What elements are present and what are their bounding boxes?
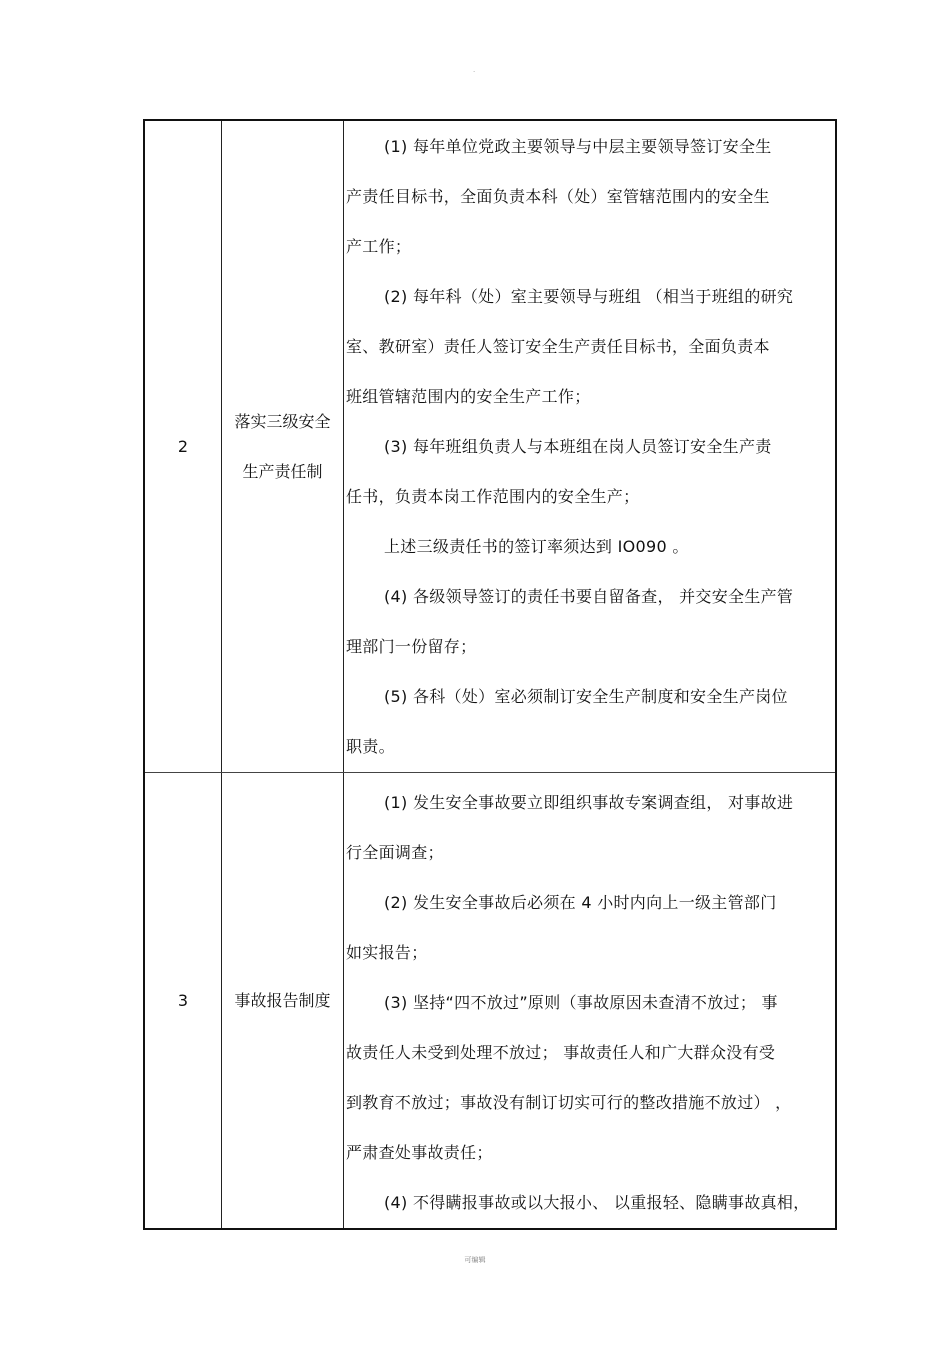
description-line: 班组管辖范围内的安全生产工作；: [346, 387, 591, 406]
description-lines: [344, 773, 835, 1228]
description-line: 如实报告；: [346, 943, 428, 962]
description-line: (4) 各级领导签订的责任书要自留备查， 并交安全生产管: [384, 587, 794, 606]
description-line: 职责。: [346, 737, 395, 756]
row-title-line: 事故报告制度: [234, 990, 331, 1010]
footer-label: 可编辑: [464, 1256, 486, 1264]
description-lines: [344, 121, 835, 772]
description-line: 严肃查处事故责任；: [346, 1143, 493, 1162]
table-row: [144, 773, 836, 1230]
description-line: (1) 每年单位党政主要领导与中层主要领导签订安全生: [384, 137, 772, 156]
description-line: 上述三级责任书的签订率须达到 IO090 。: [384, 537, 689, 556]
description-line: (2) 发生安全事故后必须在 4 小时内向上一级主管部门: [384, 893, 777, 912]
row-title: [224, 397, 342, 497]
description-line: 行全面调查；: [346, 843, 444, 862]
description-line: 产责任目标书，全面负责本科（处）室管辖范围内的安全生: [346, 187, 770, 206]
row-description: [344, 120, 837, 773]
description-line: 故责任人未受到处理不放过； 事故责任人和广大群众没有受: [346, 1043, 776, 1062]
description-line: (3) 坚持“四不放过”原则（事故原因未查清不放过； 事: [384, 993, 778, 1012]
description-line: 理部门一份留存；: [346, 637, 477, 656]
description-line: 室、教研室）责任人签订安全生产责任目标书，全面负责本: [346, 337, 770, 356]
table-row: [144, 120, 836, 773]
regulation-table: [143, 119, 837, 1230]
row-number: 2: [144, 120, 222, 773]
row-title-cell: [222, 120, 344, 773]
row-title-cell: [222, 773, 344, 1230]
row-title-line: 生产责任制: [242, 461, 323, 481]
description-line: 任书，负责本岗工作范围内的安全生产；: [346, 487, 640, 506]
description-line: (4) 不得瞒报事故或以大报小、 以重报轻、隐瞒事故真相，: [384, 1193, 810, 1212]
description-line: (2) 每年科（处）室主要领导与班组 （相当于班组的研究: [384, 287, 794, 306]
row-number: 3: [144, 773, 222, 1230]
header-mark: .: [473, 66, 476, 74]
row-title: [224, 976, 342, 1026]
row-title-line: 落实三级安全: [234, 411, 331, 431]
description-line: (5) 各科（处）室必须制订安全生产制度和安全生产岗位: [384, 687, 788, 706]
row-description: [344, 773, 837, 1230]
description-line: 到教育不放过；事故没有制订切实可行的整改措施不放过） ，: [346, 1093, 792, 1112]
description-line: 产工作；: [346, 237, 412, 256]
description-line: (1) 发生安全事故要立即组织事故专案调查组， 对事故进: [384, 793, 794, 812]
description-line: (3) 每年班组负责人与本班组在岗人员签订安全生产责: [384, 437, 772, 456]
